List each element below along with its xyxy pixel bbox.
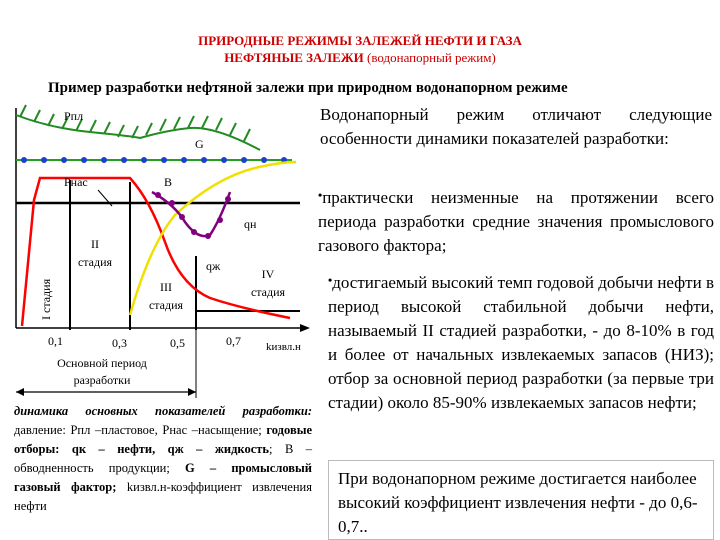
intro-paragraph: Водонапорный режим отличают следующие особенности динамики показателей разработки: — [320, 105, 712, 148]
development-diagram — [0, 96, 318, 406]
slide-title: ПРИРОДНЫЕ РЕЖИМЫ ЗАЛЕЖЕЙ НЕФТИ И ГАЗА — [198, 33, 522, 48]
x-axis-label: kизвл.н — [266, 341, 301, 353]
bullet-production-rate-text: достигаемый высокий темп годовой добычи нефти в период высокой стабильной добычи нефти, называемый II стадией разработки, - до 8-10% в год и более от начальных извлекаемых запасов (НИЗ); отбор за основной период разработки (за первые три стадии) около 85-90% извлекаемых запасов нефти; — [328, 273, 714, 412]
ppl-ticks — [20, 105, 250, 141]
stage3-word: стадия — [148, 298, 184, 312]
period-label-line2: разработки — [73, 373, 131, 387]
label-qn: qн — [244, 217, 257, 231]
subtitle-main: НЕФТЯНЫЕ ЗАЛЕЖИ — [224, 50, 364, 65]
bullet-gas-factor — [318, 183, 714, 258]
caption-rates: годовые отборы: qк – нефти, qж – жидкость — [14, 423, 312, 456]
slide-subtitle — [0, 50, 720, 66]
bullet-production-rate — [328, 268, 714, 415]
stage4-word: стадия — [250, 285, 286, 299]
label-qzh: qж — [206, 259, 221, 273]
caption-lead: динамика основных показателей разработки: — [14, 404, 312, 418]
bullet-gas-factor-text: практически неизменные на протяжении всего периода разработки средние значения промыслового газового фактора; — [318, 188, 714, 255]
slide-heading: Пример разработки нефтяной залежи при природном водонапорном режиме — [48, 80, 568, 96]
label-ppl: Рпл — [64, 109, 84, 123]
label-pnas: Рнас — [64, 175, 88, 189]
tick-label-0-3: 0,3 — [112, 336, 127, 350]
period-arrow-left — [16, 388, 24, 396]
diagram-caption — [14, 402, 312, 516]
stage1-label: I стадия — [39, 278, 53, 320]
stage2-num: II — [91, 237, 99, 251]
stage2-word: стадия — [77, 255, 113, 269]
caption-pressure: давление: Рпл –пластовое, Рнас –насыщение; — [14, 423, 267, 437]
subtitle-paren: (водонапорный режим) — [367, 50, 496, 65]
label-g: G — [195, 137, 204, 151]
tick-label-0-5: 0,5 — [170, 336, 185, 350]
tick-label-0-1: 0,1 — [48, 334, 63, 348]
tick-label-0-7: 0,7 — [226, 334, 241, 348]
caption-recovery: kизвл.н-коэффициент извлечения нефти — [14, 480, 312, 513]
ppl-curve — [16, 115, 260, 150]
x-axis-arrow — [300, 324, 310, 332]
bullet-marker: • — [328, 273, 333, 287]
bullet-marker: • — [318, 188, 323, 202]
stage3-num: III — [160, 280, 172, 294]
conclusion-paragraph: При водонапорном режиме достигается наиболее высокий коэффициент извлечения нефти - до 0,6-0,7.. — [338, 469, 698, 536]
caption-gas-factor: G – промысловый газовый фактор; — [14, 461, 312, 494]
period-label-line1: Основной период — [57, 356, 147, 370]
period-arrow-right — [188, 388, 196, 396]
stage4-num: IV — [261, 267, 275, 281]
label-b: В — [164, 175, 173, 189]
caption-watercut: ; В – обводненность продукции; — [14, 442, 312, 475]
